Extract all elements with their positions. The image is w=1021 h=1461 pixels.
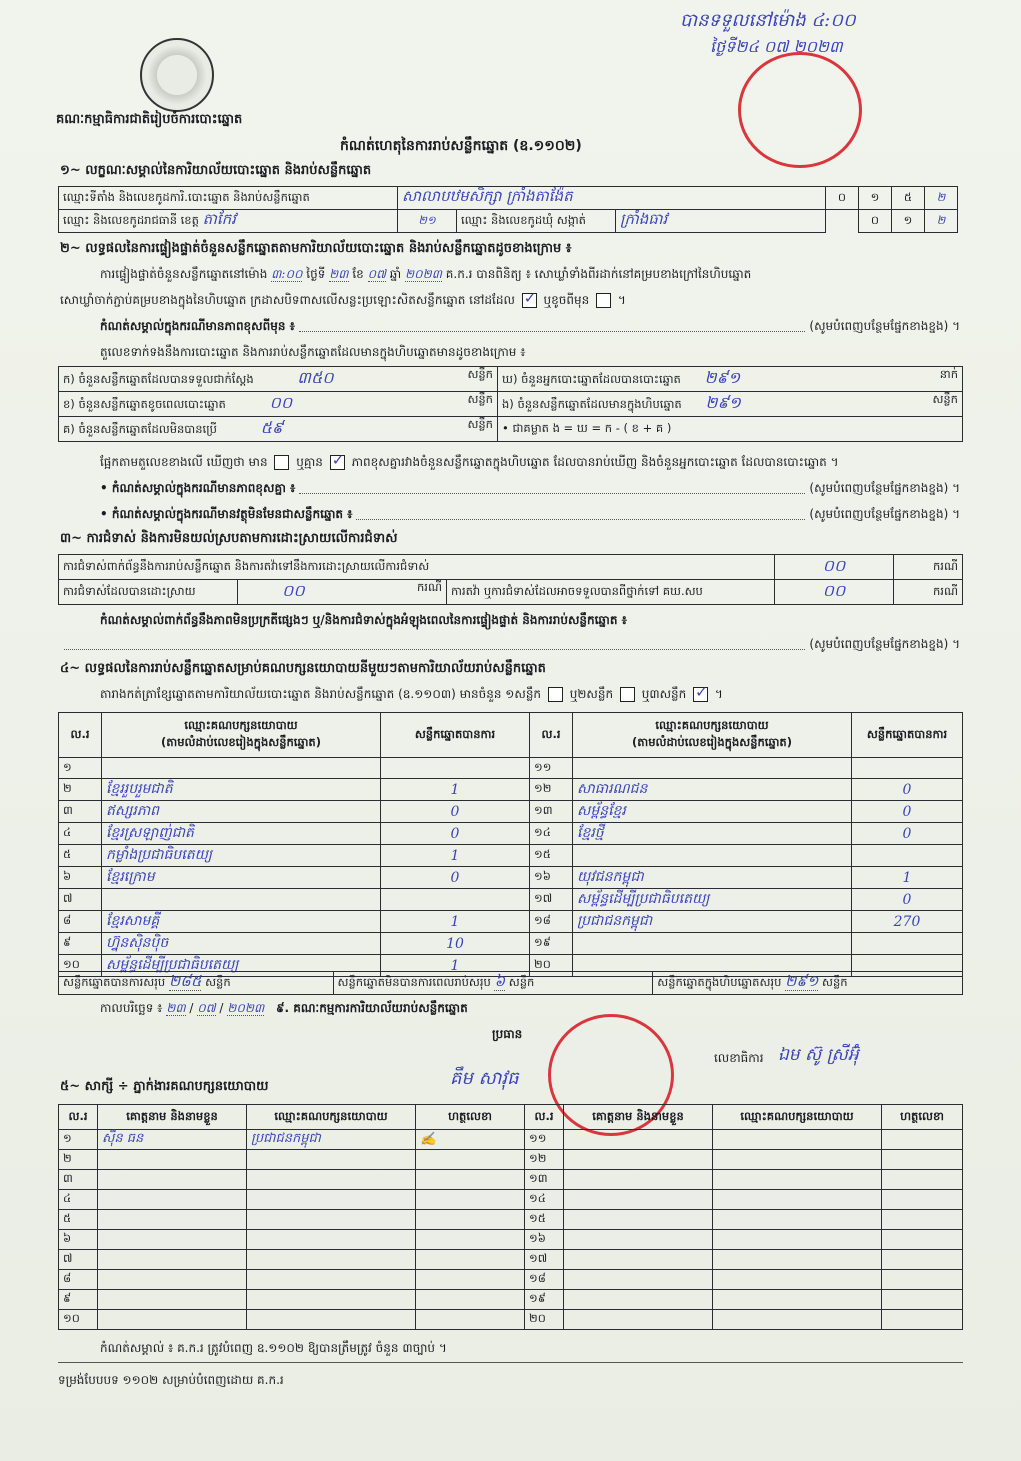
- total-valid-label: សន្លឹកឆ្នោតបានការសរុប: [63, 975, 166, 989]
- result-no: ១០: [59, 955, 102, 977]
- total-valid-value: ២៨៥: [168, 972, 202, 990]
- tally-sheet-line: តារាងកត់ត្រាខ្សែឆ្នោតតាមការិយាល័យបោះឆ្នោត និងរាប់សន្លឹកឆ្នោត (ឧ.១១០៣) មានចំនួន ១សន្លឹក ឬ២សន្លឹក ឬ៣សន្លឹក ✓ ។: [100, 686, 723, 704]
- numbers-intro: តួលេខទាក់ទងនឹងការបោះឆ្នោត និងការរាប់សន្លឹកឆ្នោតដែលមានក្នុងហិបឆ្នោតមានដូចខាងក្រោម ៖: [100, 345, 526, 359]
- result-votes: 1: [381, 779, 530, 801]
- table-row: [59, 779, 963, 801]
- date-year: ២០២៣: [227, 1001, 265, 1015]
- witness-party: [247, 1170, 416, 1190]
- commune-code-3: ២: [925, 210, 958, 233]
- commune-code-2: ១: [892, 210, 925, 233]
- received-ballots-label: ក) ចំនួនសន្លឹកឆ្នោតដែលបានទទួលជាក់ស្ដែង: [63, 372, 254, 386]
- result-no: ១៧: [530, 889, 573, 911]
- total-invalid-unit: សន្លឹក: [508, 975, 535, 989]
- result-party: [573, 845, 852, 867]
- result-no: ២០: [530, 955, 573, 977]
- witness-name: [564, 1290, 713, 1310]
- result-votes: [381, 758, 530, 779]
- result-no: ២: [59, 779, 102, 801]
- witness-party: [247, 1150, 416, 1170]
- table-row: [59, 1130, 963, 1150]
- table-row: [59, 1170, 963, 1190]
- location-code-1: ០: [826, 187, 859, 210]
- result-no: ១៣: [530, 801, 573, 823]
- verification-text-d: ឆ្នាំ: [389, 267, 402, 281]
- footnote: កំណត់សម្គាល់ ៖ គ.ក.រ ត្រូវបំពេញ ឧ.១១០២ ឱ្យបានត្រឹមត្រូវ ចំនួន ៣ច្បាប់ ។: [100, 1341, 447, 1355]
- result-party: សម្ព័ន្ធដើម្បីប្រជាធិបតេយ្យ: [102, 955, 381, 977]
- bullet1-line: [100, 480, 960, 498]
- party-results-table: [58, 712, 963, 977]
- intact-checkbox[interactable]: [522, 293, 537, 308]
- difference-fill-note: (សូមបំពេញបន្ថែមផ្នែកខាងខ្នង) ។: [809, 319, 960, 333]
- result-no: ១២: [530, 779, 573, 801]
- witness-table: [58, 1104, 963, 1330]
- result-no: ៨: [59, 911, 102, 933]
- witness-name: [564, 1210, 713, 1230]
- verification-day: ២៣: [329, 267, 349, 281]
- result-party: ខ្មែរថ្មី: [573, 823, 852, 845]
- witness-signature: [416, 1150, 525, 1170]
- ballot-count-table: [58, 366, 963, 442]
- three-sheets-label: ឬ៣សន្លឹក: [641, 687, 687, 701]
- table-row: [59, 823, 963, 845]
- results-col-no-right: ល.រ: [530, 713, 573, 758]
- result-party: ប្រជាជនកម្ពុជា: [573, 911, 852, 933]
- witness-no: ១៧: [525, 1250, 564, 1270]
- appeal-label: ការតវ៉ា ឬការជំទាស់ដែលអាចទទួលបានពីថ្នាក់ទៅ គឃ.សប: [447, 580, 775, 605]
- witness-name: [98, 1190, 247, 1210]
- total-invalid-label: សន្លឹកឆ្នោតមិនបានការពេលរាប់សរុប: [337, 975, 491, 989]
- result-party: [573, 933, 852, 955]
- province-label: ឈ្មោះ និងលេខកូដរាជធានី ខេត្ត: [63, 213, 199, 227]
- bullet1-label: • កំណត់សម្គាល់ក្នុងករណីមានភាពខុសគ្នា ៖: [100, 481, 296, 495]
- section2-heading: ២~ លទ្ធផលនៃការផ្ទៀងផ្ទាត់ចំនួនសន្លឹកឆ្នោតតាមការិយាល័យបោះឆ្នោត និងរាប់សន្លឹកឆ្នោតដូចខាងក្រោម ៖: [60, 241, 572, 256]
- box-ballots-value: ២៩១: [705, 393, 741, 412]
- result-party: ខ្មែរសាមគ្គី: [102, 911, 381, 933]
- witness-party: [713, 1290, 882, 1310]
- witness-no: ១២: [525, 1150, 564, 1170]
- results-col-party-right: ឈ្មោះគណបក្សនយោបាយ: [655, 718, 769, 732]
- appeal-value: ០០: [775, 580, 894, 605]
- witness-party: [247, 1270, 416, 1290]
- chair-name: គឹម សាវុធ: [450, 1068, 519, 1089]
- province-code: ២១: [398, 210, 457, 233]
- witness-party: ប្រជាជនកម្ពុជា: [247, 1130, 416, 1150]
- result-party: យុវជនកម្ពុជា: [573, 867, 852, 889]
- witness-party: [247, 1190, 416, 1210]
- results-body: [59, 758, 963, 977]
- witness-name: [564, 1310, 713, 1330]
- witness-party: [247, 1210, 416, 1230]
- location-code-3: ៥: [892, 187, 925, 210]
- witness-no: ៣: [59, 1170, 98, 1190]
- secretary-name: ឯម ស៊ូ ស្រីអ៊ុំ: [778, 1045, 859, 1065]
- resolved-label: ការជំទាស់ដែលបានដោះស្រាយ: [59, 580, 238, 605]
- witness-no: ៨: [59, 1270, 98, 1290]
- verification-line: [100, 266, 960, 284]
- voters-unit: នាក់: [939, 367, 958, 381]
- bullet1-field[interactable]: [299, 480, 805, 494]
- witness-signature: [416, 1210, 525, 1230]
- result-party: ខ្មែរស្រឡាញ់ជាតិ: [102, 823, 381, 845]
- table-row: [59, 867, 963, 889]
- verification-text-b: ថ្ងៃទី: [306, 267, 326, 281]
- table-row: [59, 1310, 963, 1330]
- witness-party: [713, 1250, 882, 1270]
- result-no: ៣: [59, 801, 102, 823]
- formula-text: • ជាគម្លាត ង = ឃ = ក - ( ខ + គ ): [502, 420, 672, 435]
- damaged-text: ឬខូចពីមុន: [543, 293, 590, 307]
- result-no: ១៨: [530, 911, 573, 933]
- result-votes: 1: [852, 867, 963, 889]
- witness-party: [713, 1230, 882, 1250]
- three-sheets-checkbox[interactable]: [693, 687, 708, 702]
- witness-name: [98, 1170, 247, 1190]
- witness-no: ៧: [59, 1250, 98, 1270]
- result-party: [102, 758, 381, 779]
- witness-signature: ✍: [416, 1130, 525, 1150]
- received-note-line2: ថ្ងៃទី២៤ ០៧ ២០២៣: [710, 37, 843, 56]
- results-col-party-left: ឈ្មោះគណបក្សនយោបាយ: [184, 718, 298, 732]
- result-no: ១៩: [530, 933, 573, 955]
- result-no: ៦: [59, 867, 102, 889]
- irregularities-fill-note: (សូមបំពេញបន្ថែមផ្នែកខាងខ្នង) ។: [809, 637, 960, 651]
- witness-name: [564, 1190, 713, 1210]
- witness-no: ៦: [59, 1230, 98, 1250]
- section1-heading: ១~ លក្ខណៈសម្គាល់នៃការិយាល័យបោះឆ្នោត និងរាប់សន្លឹកឆ្នោត: [60, 163, 372, 178]
- location-code-4: ២: [925, 187, 958, 210]
- witness-name: [98, 1210, 247, 1230]
- witness-name: [98, 1310, 247, 1330]
- result-no: ៤: [59, 823, 102, 845]
- result-votes: 0: [381, 867, 530, 889]
- result-votes: [852, 758, 963, 779]
- witness-party: [247, 1230, 416, 1250]
- date-month: ០៧: [197, 1001, 216, 1015]
- witness-signature: [416, 1290, 525, 1310]
- witness-signature: [416, 1170, 525, 1190]
- spoiled-ballots-value: ០០: [269, 393, 293, 412]
- unused-ballots-unit: សន្លឹក: [467, 417, 493, 431]
- difference-check-line: [100, 454, 839, 472]
- witness-signature: [882, 1190, 963, 1210]
- witness-name: [98, 1270, 247, 1290]
- witness-col-party-left: ឈ្មោះគណបក្សនយោបាយ: [247, 1105, 416, 1130]
- table-row: [59, 1270, 963, 1290]
- date-label: កាលបរិច្ឆេទ ៖: [100, 1001, 163, 1015]
- commune-code-1: ០: [859, 210, 892, 233]
- total-box-label: សន្លឹកឆ្នោតក្នុងហិបឆ្នោតសរុប: [657, 975, 782, 989]
- result-party: [102, 889, 381, 911]
- witness-no: ១៥: [525, 1210, 564, 1230]
- totals-table: [58, 971, 963, 995]
- damaged-checkbox[interactable]: [596, 293, 611, 308]
- appeal-unit: ករណី: [894, 580, 963, 605]
- witness-party: [247, 1290, 416, 1310]
- result-votes: 0: [852, 889, 963, 911]
- witness-name: [564, 1170, 713, 1190]
- voters-value: ២៩១: [704, 368, 741, 387]
- location-code-2: ១: [859, 187, 892, 210]
- witness-signature: [882, 1310, 963, 1330]
- location-label: ឈ្មោះទីតាំង និងលេខកូដការិ.បោះឆ្នោត និងរាប់សន្លឹកឆ្នោត: [59, 187, 398, 210]
- witness-name: [564, 1130, 713, 1150]
- witness-no: ១: [59, 1130, 98, 1150]
- witness-no: ១៦: [525, 1230, 564, 1250]
- witness-signature: [416, 1310, 525, 1330]
- table-row: [59, 1250, 963, 1270]
- results-col-votes-left: សន្លឹកឆ្នោតបានការ: [381, 713, 530, 758]
- irregularities-line: [60, 636, 960, 654]
- bullet2-fill-note: (សូមបំពេញបន្ថែមផ្នែកខាងខ្នង) ។: [809, 507, 960, 521]
- result-votes: [852, 845, 963, 867]
- bullet2-line: [100, 506, 960, 524]
- witness-col-no-right: ល.រ: [525, 1105, 564, 1130]
- result-party: កម្លាំងប្រជាធិបតេយ្យ: [102, 845, 381, 867]
- witness-party: [247, 1310, 416, 1330]
- result-votes: 0: [381, 823, 530, 845]
- form-footer: ទម្រង់បែបបទ ១១០២ សម្រាប់បំពេញដោយ គ.ក.រ: [58, 1373, 284, 1387]
- witness-name: [564, 1230, 713, 1250]
- result-party: សាធារណជន: [573, 779, 852, 801]
- result-no: ៥: [59, 845, 102, 867]
- result-no: ៧: [59, 889, 102, 911]
- table-row: [59, 801, 963, 823]
- result-party: ហ្វ៊ុនស៊ិនប៉ិច: [102, 933, 381, 955]
- verification-text-c: ខែ: [352, 267, 364, 281]
- table-row: [59, 845, 963, 867]
- verification-month: ០៧: [367, 267, 386, 281]
- table-row: [59, 1290, 963, 1310]
- result-no: ១៥: [530, 845, 573, 867]
- irregularities-field[interactable]: [64, 636, 805, 650]
- spoiled-ballots-label: ខ) ចំនួនសន្លឹកឆ្នោតខូចពេលបោះឆ្នោត: [63, 397, 226, 411]
- result-votes: 0: [852, 779, 963, 801]
- result-votes: 1: [381, 955, 530, 977]
- witness-signature: [882, 1150, 963, 1170]
- result-party: ខ្មែររួបរួមជាតិ: [102, 779, 381, 801]
- witness-no: ២០: [525, 1310, 564, 1330]
- witness-party: [713, 1270, 882, 1290]
- no-difference-checkbox[interactable]: [330, 455, 345, 470]
- witness-signature: [882, 1290, 963, 1310]
- table-row: [59, 1230, 963, 1250]
- official-stamp-top: [738, 52, 862, 168]
- witness-col-name-right: គោត្តនាម និងនាមខ្លួន: [564, 1105, 713, 1130]
- witness-no: ៥: [59, 1210, 98, 1230]
- result-votes: 1: [381, 845, 530, 867]
- objections-value: ០០: [775, 555, 894, 580]
- witness-body: [59, 1130, 963, 1330]
- committee-sign-label: ៩. គណៈកម្មការការិយាល័យរាប់សន្លឹកឆ្នោត: [276, 1001, 468, 1015]
- witness-signature: [416, 1190, 525, 1210]
- footer-line: [58, 1362, 963, 1363]
- result-party: [573, 758, 852, 779]
- bullet1-fill-note: (សូមបំពេញបន្ថែមផ្នែកខាងខ្នង) ។: [809, 481, 960, 495]
- witness-no: ១០: [59, 1310, 98, 1330]
- witness-name: [564, 1250, 713, 1270]
- voters-label: ឃ) ចំនួនអ្នកបោះឆ្នោតដែលបានបោះឆ្នោត: [502, 372, 681, 386]
- tally-sheet-intro: តារាងកត់ត្រាខ្សែឆ្នោតតាមការិយាល័យបោះឆ្នោត និងរាប់សន្លឹកឆ្នោត (ឧ.១១០៣) មានចំនួន ១សន្លឹក: [100, 687, 542, 701]
- witness-party: [713, 1210, 882, 1230]
- resolved-unit: ករណី: [417, 580, 442, 594]
- difference-text-c: ភាពខុសគ្នារវាងចំនួនសន្លឹកឆ្នោតក្នុងហិបឆ្នោត ដែលបានរាប់ឃើញ និងចំនួនអ្នកបោះឆ្នោត ដែលបានបោះឆ្នោត ។: [351, 455, 839, 469]
- box-ballots-label: ង) ចំនួនសន្លឹកឆ្នោតដែលមានក្នុងហិបឆ្នោត: [502, 397, 682, 411]
- difference-note-label: កំណត់សម្គាល់ក្នុងករណីមានភាពខុសពីមុន ៖: [100, 319, 295, 333]
- spoiled-ballots-unit: សន្លឹក: [467, 392, 493, 406]
- signing-date-line: កាលបរិច្ឆេទ ៖ ២៣ / ០៧ / ២០២៣ ៩. គណៈកម្មការការិយាល័យរាប់សន្លឹកឆ្នោត: [100, 1001, 468, 1015]
- province-value: តាកែវ: [202, 210, 236, 228]
- received-ballots-value: ៣៥០: [297, 368, 334, 387]
- verification-text-e: គ.ក.រ បានពិនិត្យ ៖ សោឃ្លាំទាំងពីរដាក់នៅគម្របខាងក្រៅនៃហិបឆ្នោត: [445, 267, 752, 281]
- witness-no: ១៤: [525, 1190, 564, 1210]
- result-votes: [381, 889, 530, 911]
- witness-col-sign-left: ហត្ថលេខា: [416, 1105, 525, 1130]
- witness-signature: [882, 1130, 963, 1150]
- table-row: [59, 889, 963, 911]
- result-party: ខ្មែរក្រោម: [102, 867, 381, 889]
- witness-signature: [882, 1270, 963, 1290]
- verification-year: ២០២៣: [405, 267, 442, 281]
- document-title: កំណត់ហេតុនៃការរាប់សន្លឹកឆ្នោត (ឧ.១១០២): [340, 138, 582, 154]
- chair-label: ប្រធាន: [492, 1027, 523, 1041]
- witness-party: [713, 1310, 882, 1330]
- two-sheets-checkbox[interactable]: [620, 687, 635, 702]
- unused-ballots-label: គ) ចំនួនសន្លឹកឆ្នោតដែលមិនបានប្រើ: [63, 422, 217, 436]
- difference-note-line: [100, 318, 960, 336]
- results-col-party-sub-left: (តាមលំដាប់លេខរៀងក្នុងសន្លឹកឆ្នោត): [161, 735, 321, 749]
- witness-party: [713, 1190, 882, 1210]
- objections-label: ការជំទាស់ពាក់ព័ន្ធនឹងការរាប់សន្លឹកឆ្នោត និងការតវ៉ាទៅនឹងការដោះស្រាយលើការជំទាស់: [59, 555, 775, 580]
- seal-line: សោឃ្លាំចាក់ភ្ជាប់គម្របខាងក្នុងនៃហិបឆ្នោត ក្រដាសបិទពាសលើសន្លះប្រឡោះសិតសន្លឹកឆ្នោត នៅដដែល ✓ ឬខូចពីមុន ។: [60, 292, 626, 310]
- box-ballots-unit: សន្លឹក: [932, 392, 958, 406]
- received-ballots-unit: សន្លឹក: [467, 367, 493, 381]
- table-row: [59, 1190, 963, 1210]
- table-row: [59, 1210, 963, 1230]
- witness-name: [98, 1150, 247, 1170]
- section3-heading: ៣~ ការជំទាស់ និងការមិនយល់ស្របតាមការដោះស្រាយលើការជំទាស់: [60, 531, 398, 546]
- location-value: សាលាបឋមសិក្សា ក្រាំងតាង៉ែត: [398, 187, 826, 210]
- witness-no: ១១: [525, 1130, 564, 1150]
- commune-label: ឈ្មោះ និងលេខកូដឃុំ សង្កាត់: [457, 210, 616, 233]
- result-no: ៩: [59, 933, 102, 955]
- difference-text-a: ផ្អែកតាមតួលេខខាងលើ ឃើញថា មាន: [100, 455, 268, 469]
- result-no: ១៦: [530, 867, 573, 889]
- two-sheets-label: ឬ២សន្លឹក: [569, 687, 614, 701]
- section4-heading: ៤~ លទ្ធផលនៃការរាប់សន្លឹកឆ្នោតសម្រាប់គណបក្សនយោបាយនីមួយៗតាមការិយាល័យរាប់សន្លឹកឆ្នោត: [60, 661, 546, 676]
- result-votes: 270: [852, 911, 963, 933]
- verification-text-a: ការផ្ទៀងផ្ទាត់ចំនួនសន្លឹកឆ្នោតនៅម៉ោង: [100, 267, 268, 281]
- one-sheet-checkbox[interactable]: [548, 687, 563, 702]
- objections-table: [58, 554, 963, 605]
- irregularities-note: កំណត់សម្គាល់ពាក់ព័ន្ធនឹងភាពមិនប្រក្រតីផ្សេងៗ ឬ/និងការជំទាស់ក្នុងអំឡុងពេលនៃការផ្ទៀងផ្ទាត់ និងការរាប់សន្លឹកឆ្នោត ៖: [100, 613, 627, 627]
- witness-name: [564, 1150, 713, 1170]
- commune-value: ក្រាំងធាវ: [616, 210, 826, 233]
- witness-signature: [882, 1230, 963, 1250]
- unused-ballots-value: ៥៩: [260, 418, 284, 437]
- committee-name: គណៈកម្មាធិការជាតិរៀបចំការបោះឆ្នោត: [56, 112, 243, 127]
- result-no: ១៤: [530, 823, 573, 845]
- difference-note-field[interactable]: [299, 318, 806, 332]
- witness-signature: [882, 1210, 963, 1230]
- witness-col-party-right: ឈ្មោះគណបក្សនយោបាយ: [713, 1105, 882, 1130]
- result-votes: 0: [852, 823, 963, 845]
- total-invalid-value: ៦: [494, 972, 506, 990]
- table-row: [59, 758, 963, 779]
- nec-logo: [140, 38, 214, 112]
- witness-name: [98, 1290, 247, 1310]
- witness-party: [713, 1150, 882, 1170]
- total-box-unit: សន្លឹក: [822, 975, 848, 989]
- witness-no: ៩: [59, 1290, 98, 1310]
- result-votes: 0: [852, 801, 963, 823]
- result-party: ឥស្សរភាព: [102, 801, 381, 823]
- table-row: [59, 933, 963, 955]
- witness-no: ២: [59, 1150, 98, 1170]
- date-day: ២៣: [166, 1001, 186, 1015]
- witness-name: [98, 1250, 247, 1270]
- result-no: ១: [59, 758, 102, 779]
- results-col-party-sub-right: (តាមលំដាប់លេខរៀងក្នុងសន្លឹកឆ្នោត): [632, 735, 792, 749]
- witness-col-no-left: ល.រ: [59, 1105, 98, 1130]
- result-party: សម្ព័ន្ធដើម្បីប្រជាធិបតេយ្យ: [573, 889, 852, 911]
- result-votes: 1: [381, 911, 530, 933]
- witness-col-name-left: គោត្តនាម និងនាមខ្លួន: [98, 1105, 247, 1130]
- bullet2-field[interactable]: [356, 506, 805, 520]
- result-votes: [852, 933, 963, 955]
- witness-name: [98, 1230, 247, 1250]
- total-box-value: ២៩១: [785, 972, 819, 990]
- result-no: ១១: [530, 758, 573, 779]
- table-row: [59, 1150, 963, 1170]
- witness-no: ១៣: [525, 1170, 564, 1190]
- result-votes: 10: [381, 933, 530, 955]
- has-difference-checkbox[interactable]: [274, 455, 289, 470]
- objections-unit: ករណី: [894, 555, 963, 580]
- witness-no: ១៨: [525, 1270, 564, 1290]
- witness-signature: [416, 1270, 525, 1290]
- witness-col-sign-right: ហត្ថលេខា: [882, 1105, 963, 1130]
- witness-no: ១៩: [525, 1290, 564, 1310]
- result-party: សម្ព័ន្ធខ្មែរ: [573, 801, 852, 823]
- witness-party: [247, 1250, 416, 1270]
- witness-signature: [416, 1230, 525, 1250]
- witness-name: [564, 1270, 713, 1290]
- total-valid-unit: សន្លឹក: [205, 975, 231, 989]
- witness-signature: [882, 1170, 963, 1190]
- bullet2-label: • កំណត់សម្គាល់ក្នុងករណីមានវត្ថុមិនមែនជាសន្លឹកឆ្នោត ៖: [100, 507, 353, 521]
- witness-signature: [882, 1250, 963, 1270]
- received-note-line1: បានទទួលនៅម៉ោង ៤:០០: [680, 10, 856, 31]
- witness-no: ៤: [59, 1190, 98, 1210]
- results-col-no-left: ល.រ: [59, 713, 102, 758]
- resolved-value: ០០: [282, 581, 305, 600]
- difference-text-b: ឬគ្មាន: [296, 455, 323, 469]
- seal-text: សោឃ្លាំចាក់ភ្ជាប់គម្របខាងក្នុងនៃហិបឆ្នោត ក្រដាសបិទពាសលើសន្លះប្រឡោះសិតសន្លឹកឆ្នោត នៅដដែល: [60, 293, 515, 307]
- secretary-label: លេខាធិការ: [714, 1051, 764, 1065]
- witness-name: ស៊ឹន ធន: [98, 1130, 247, 1150]
- witness-party: [713, 1170, 882, 1190]
- witness-signature: [416, 1250, 525, 1270]
- results-col-votes-right: សន្លឹកឆ្នោតបានការ: [852, 713, 963, 758]
- witness-party: [713, 1130, 882, 1150]
- verification-time: ៣:០០: [271, 267, 303, 281]
- section1-table: [58, 186, 958, 233]
- table-row: [59, 911, 963, 933]
- result-votes: 0: [381, 801, 530, 823]
- section5-heading: ៥~ សាក្សី ÷ ភ្នាក់ងារគណបក្សនយោបាយ: [60, 1079, 269, 1094]
